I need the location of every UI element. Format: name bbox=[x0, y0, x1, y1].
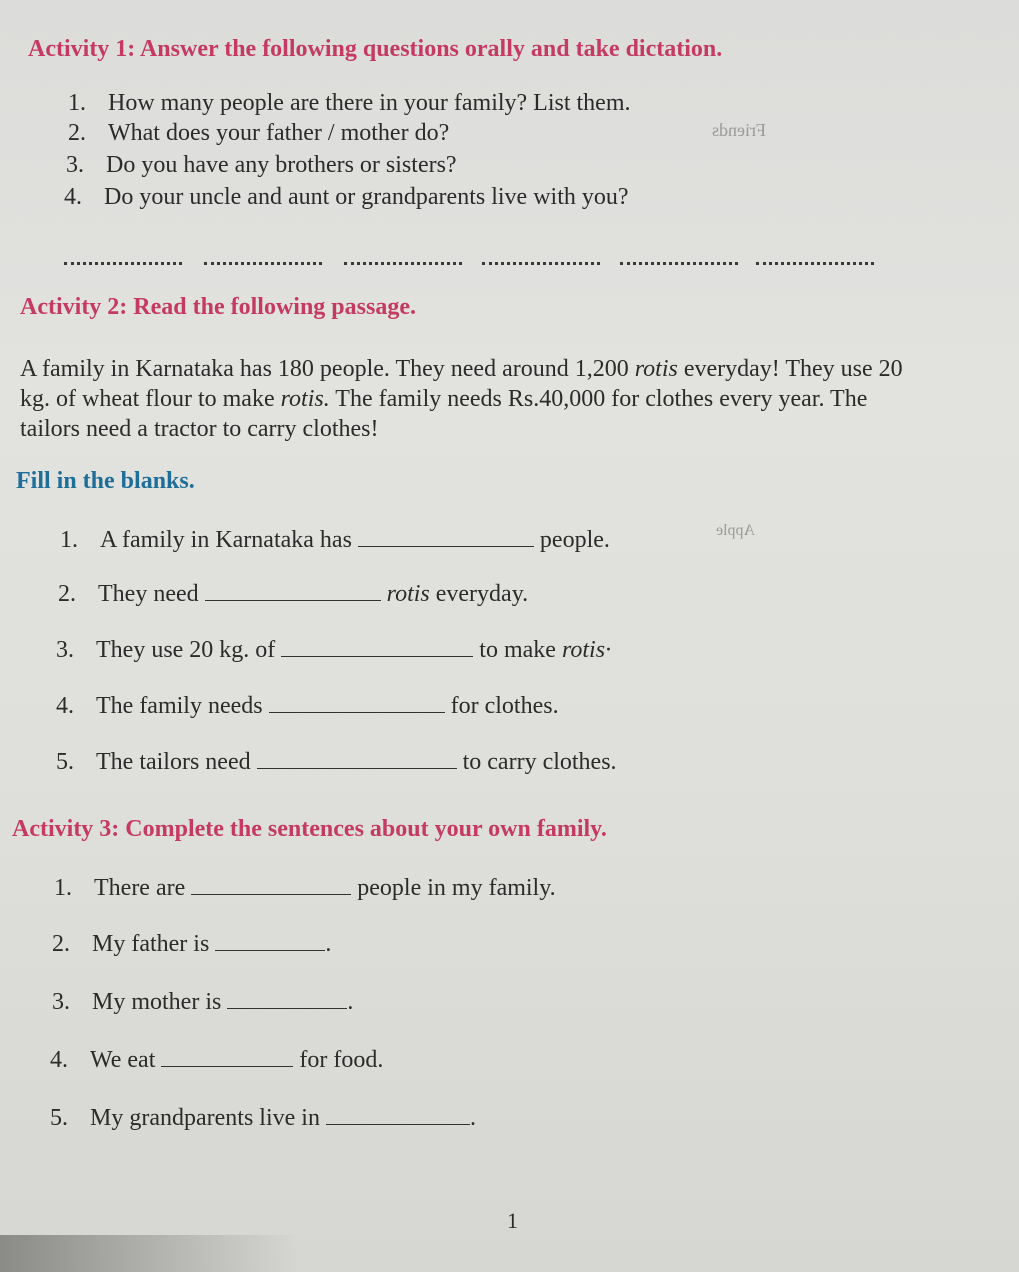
passage-line-1: A family in Karnataka has 180 people. They need around 1,200 rotis everyday! They use 20 bbox=[20, 356, 903, 382]
fill-item-3: 3. They use 20 kg. of to make rotis· bbox=[56, 637, 612, 663]
blank-line[interactable] bbox=[358, 526, 534, 547]
fill-item-1: 1. A family in Karnataka has people. bbox=[60, 527, 610, 553]
blank-line[interactable] bbox=[161, 1046, 293, 1067]
passage-line-2: kg. of wheat flour to make rotis. The family needs Rs.40,000 for clothes every year. The bbox=[20, 386, 868, 412]
blank-line[interactable] bbox=[269, 692, 445, 713]
show-through-text-1: Friends bbox=[712, 120, 766, 140]
dictation-dotted-lines bbox=[64, 262, 874, 268]
blank-line[interactable] bbox=[257, 748, 457, 769]
activity1-question-4: 4. Do your uncle and aunt or grandparents live with you? bbox=[64, 184, 629, 210]
activity1-heading: Activity 1: Answer the following questions orally and take dictation. bbox=[28, 36, 723, 62]
activity3-heading: Activity 3: Complete the sentences about your own family. bbox=[12, 816, 607, 842]
blank-line[interactable] bbox=[326, 1104, 470, 1125]
blank-line[interactable] bbox=[281, 636, 473, 657]
blank-line[interactable] bbox=[227, 988, 347, 1009]
fill-item-2: 2. They need rotis everyday. bbox=[58, 581, 529, 607]
activity1-question-3: 3. Do you have any brothers or sisters? bbox=[66, 152, 457, 178]
activity3-item-2: 2. My father is . bbox=[52, 931, 332, 957]
activity1-question-2: 2. What does your father / mother do? bbox=[68, 120, 450, 146]
activity3-item-5: 5. My grandparents live in . bbox=[50, 1105, 476, 1131]
fill-item-5: 5. The tailors need to carry clothes. bbox=[56, 749, 617, 775]
activity3-item-1: 1. There are people in my family. bbox=[54, 875, 556, 901]
fill-blanks-heading: Fill in the blanks. bbox=[16, 468, 195, 494]
blank-line[interactable] bbox=[191, 874, 351, 895]
passage-line-3: tailors need a tractor to carry clothes! bbox=[20, 416, 379, 442]
blank-line[interactable] bbox=[215, 930, 325, 951]
bottom-shadow bbox=[0, 1235, 300, 1272]
activity1-question-1: 1. How many people are there in your family? List them. bbox=[68, 90, 631, 116]
page-number: 1 bbox=[507, 1208, 518, 1233]
activity3-item-3: 3. My mother is . bbox=[52, 989, 354, 1015]
blank-line[interactable] bbox=[205, 580, 381, 601]
fill-item-4: 4. The family needs for clothes. bbox=[56, 693, 559, 719]
activity3-item-4: 4. We eat for food. bbox=[50, 1047, 384, 1073]
activity2-heading: Activity 2: Read the following passage. bbox=[20, 294, 416, 320]
passage bbox=[20, 354, 1019, 444]
show-through-text-2: Apple bbox=[716, 522, 756, 539]
